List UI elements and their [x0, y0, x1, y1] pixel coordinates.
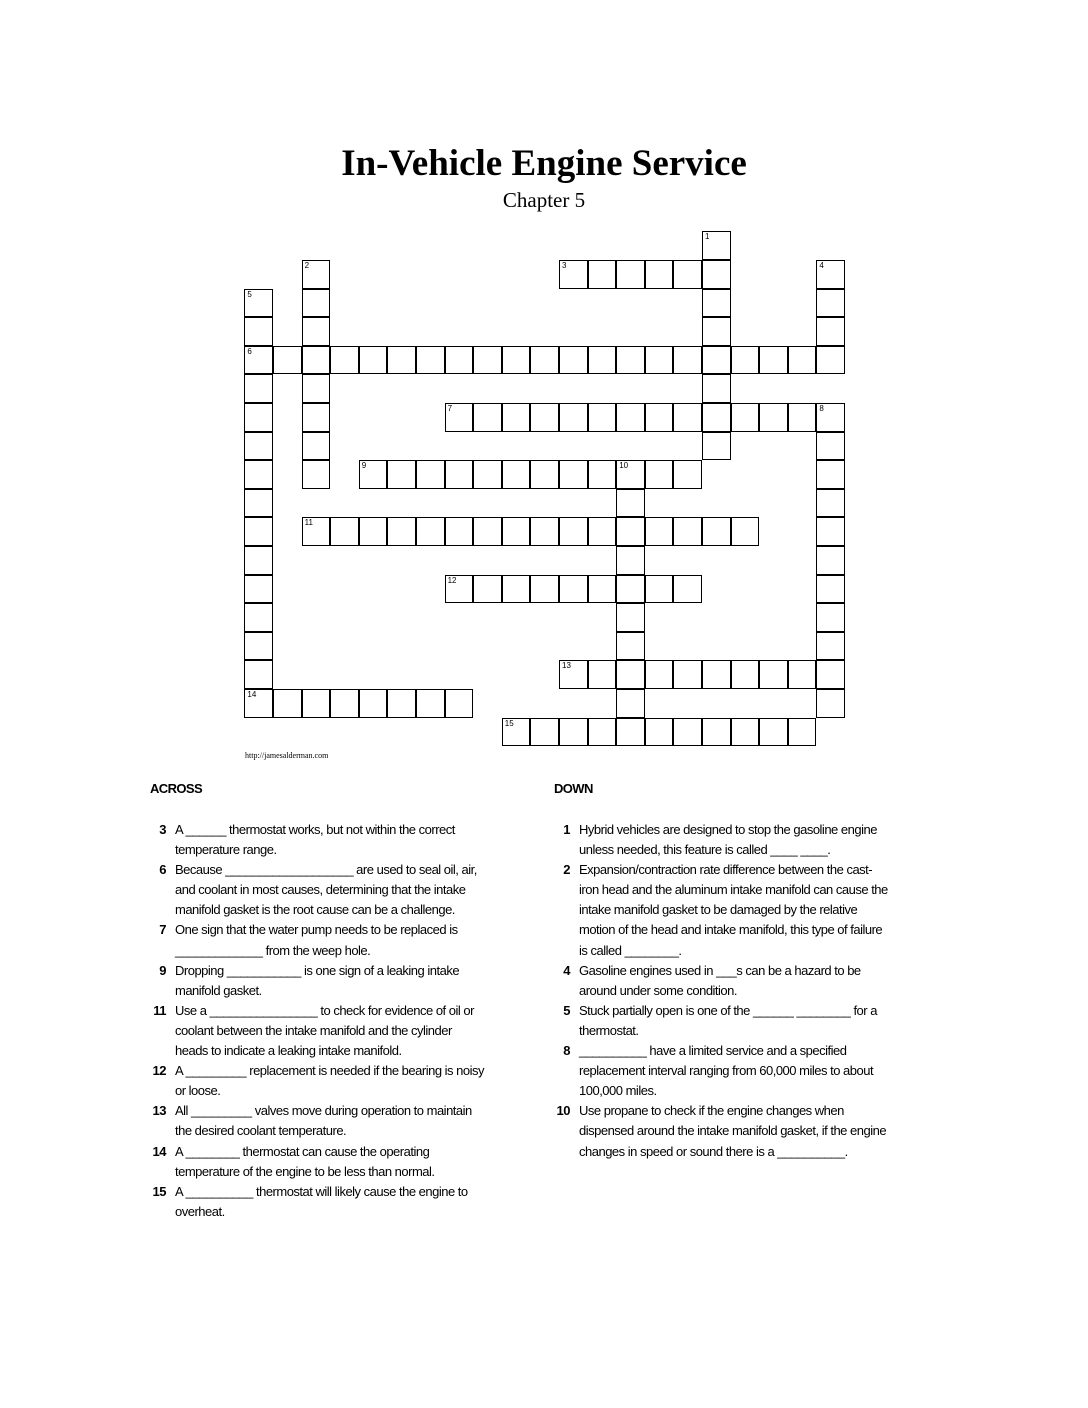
grid-cell[interactable]	[445, 403, 474, 432]
grid-cell[interactable]	[359, 689, 388, 718]
grid-cell[interactable]	[244, 603, 273, 632]
clue-number-label: 7	[159, 922, 166, 938]
grid-cell[interactable]	[330, 517, 359, 546]
down-clue	[546, 961, 891, 1001]
clue-text: A ________ thermostat can cause the operating temperature of the engine to be less than normal.	[175, 1143, 435, 1179]
clue-number: 4	[819, 261, 824, 270]
grid-cell[interactable]	[530, 403, 559, 432]
grid-cell[interactable]	[244, 346, 273, 375]
grid-cell[interactable]	[816, 632, 845, 661]
across-clue	[142, 1061, 487, 1101]
grid-cell[interactable]	[359, 517, 388, 546]
grid-cell[interactable]	[445, 517, 474, 546]
grid-cell[interactable]	[530, 460, 559, 489]
grid-cell[interactable]	[588, 460, 617, 489]
grid-cell[interactable]	[416, 689, 445, 718]
grid-cell[interactable]	[302, 346, 331, 375]
grid-cell[interactable]	[616, 660, 645, 689]
clue-number-label: 5	[563, 1002, 570, 1018]
clue-number: 7	[447, 404, 453, 413]
clue-number: 11	[304, 518, 313, 528]
grid-cell[interactable]	[673, 718, 702, 747]
clue-number-label: 12	[152, 1063, 166, 1079]
grid-cell[interactable]	[702, 517, 731, 546]
grid-cell[interactable]	[788, 403, 817, 432]
grid-cell[interactable]	[645, 260, 674, 289]
grid-cell[interactable]	[616, 346, 645, 375]
grid-cell[interactable]	[731, 718, 760, 747]
clue-number-label: 4	[563, 962, 570, 978]
grid-cell[interactable]	[816, 346, 845, 375]
across-clue	[142, 1142, 487, 1182]
grid-cell[interactable]	[502, 346, 531, 375]
grid-cell[interactable]	[416, 346, 445, 375]
clue-number: 12	[447, 575, 457, 585]
grid-cell[interactable]	[816, 660, 845, 689]
grid-cell[interactable]	[673, 575, 702, 604]
crossword-grid	[245, 232, 845, 748]
grid-cell[interactable]	[702, 374, 731, 403]
down-clue	[546, 860, 891, 960]
grid-cell[interactable]	[302, 432, 331, 461]
across-clue	[142, 961, 487, 1001]
grid-cell[interactable]	[759, 718, 788, 747]
grid-cell[interactable]	[244, 432, 273, 461]
grid-cell[interactable]	[473, 403, 502, 432]
grid-cell[interactable]	[445, 460, 474, 489]
across-clue	[142, 1182, 487, 1222]
grid-cell[interactable]	[616, 718, 645, 747]
grid-cell[interactable]	[559, 403, 588, 432]
clue-number-label: 2	[563, 862, 570, 878]
grid-cell[interactable]	[473, 460, 502, 489]
grid-cell[interactable]	[244, 374, 273, 403]
grid-cell[interactable]	[673, 346, 702, 375]
down-clue	[546, 1041, 891, 1101]
grid-cell[interactable]	[616, 489, 645, 518]
page-subtitle: Chapter 5	[502, 188, 586, 212]
grid-cell[interactable]	[530, 718, 559, 747]
grid-cell[interactable]	[359, 346, 388, 375]
grid-cell[interactable]	[731, 403, 760, 432]
grid-cell[interactable]	[816, 260, 845, 289]
grid-cell[interactable]	[816, 689, 845, 718]
grid-cell[interactable]	[645, 718, 674, 747]
clue-text: A _________ replacement is needed if the bearing is noisy or loose.	[175, 1063, 485, 1099]
clue-number: 9	[361, 461, 367, 471]
grid-cell[interactable]	[616, 575, 645, 604]
grid-cell[interactable]	[387, 517, 416, 546]
grid-cell[interactable]	[588, 718, 617, 747]
grid-cell[interactable]	[273, 689, 302, 718]
clue-number-label: 11	[153, 1002, 166, 1018]
grid-cell[interactable]	[502, 403, 531, 432]
grid-cell[interactable]	[816, 460, 845, 489]
grid-cell[interactable]	[244, 403, 273, 432]
grid-cell[interactable]	[731, 517, 760, 546]
grid-cell[interactable]	[244, 489, 273, 518]
grid-cell[interactable]	[559, 260, 588, 289]
grid-cell[interactable]	[616, 260, 645, 289]
grid-cell[interactable]	[416, 517, 445, 546]
clue-text: Because ___________________ are used to seal oil, air, and coolant in most causes, determining that the intake manifold gasket is the root cause can be a challenge.	[175, 862, 477, 918]
across-clue	[142, 820, 487, 860]
grid-cell[interactable]	[816, 489, 845, 518]
down-clue	[546, 820, 891, 860]
grid-cell[interactable]	[759, 346, 788, 375]
clue-number: 6	[247, 346, 252, 356]
grid-cell[interactable]	[302, 460, 331, 489]
grid-cell[interactable]	[330, 346, 359, 375]
grid-cell[interactable]	[702, 403, 731, 432]
clue-number: 15	[504, 718, 514, 728]
grid-cell[interactable]	[387, 460, 416, 489]
clue-number-label: 6	[159, 862, 166, 878]
grid-cell[interactable]	[387, 346, 416, 375]
grid-cell[interactable]	[302, 403, 331, 432]
clue-number: 13	[562, 661, 571, 671]
grid-cell[interactable]	[816, 403, 845, 432]
grid-cell[interactable]	[816, 546, 845, 575]
clue-number-label: 8	[563, 1043, 570, 1059]
grid-cell[interactable]	[645, 517, 674, 546]
grid-cell[interactable]	[244, 460, 273, 489]
clue-text: Dropping ___________ is one sign of a leaking intake manifold gasket.	[175, 962, 460, 998]
clue-number-label: 1	[563, 822, 570, 837]
grid-cell[interactable]	[445, 575, 474, 604]
grid-cell[interactable]	[273, 346, 302, 375]
across-clue	[142, 1101, 487, 1141]
grid-cell[interactable]	[244, 689, 273, 718]
grid-cell[interactable]	[530, 517, 559, 546]
grid-cell[interactable]	[416, 460, 445, 489]
grid-cell[interactable]	[588, 517, 617, 546]
grid-cell[interactable]	[445, 689, 474, 718]
clue-text: All _________ valves move during operation to maintain the desired coolant temperature.	[175, 1103, 472, 1139]
grid-cell[interactable]	[731, 346, 760, 375]
grid-cell[interactable]	[588, 346, 617, 375]
page-title: In-Vehicle Engine Service	[341, 143, 747, 184]
clue-number: 1	[705, 232, 710, 242]
grid-cell[interactable]	[816, 289, 845, 318]
grid-cell[interactable]	[702, 231, 731, 260]
clue-text: Use a ________________ to check for evidence of oil or coolant between the intake manifold and the cylinder heads to indicate a leaking intake manifold.	[175, 1002, 474, 1059]
grid-cell[interactable]	[530, 575, 559, 604]
down-clue-list	[546, 820, 891, 1162]
grid-cell[interactable]	[702, 289, 731, 318]
grid-cell[interactable]	[673, 403, 702, 432]
clue-text: __________ have a limited service and a specified replacement interval ranging from 60,000 miles to about 100,000 miles.	[579, 1043, 874, 1099]
grid-cell[interactable]	[559, 460, 588, 489]
grid-cell[interactable]	[588, 403, 617, 432]
grid-cell[interactable]	[330, 689, 359, 718]
grid-cell[interactable]	[702, 432, 731, 461]
grid-cell[interactable]	[387, 689, 416, 718]
grid-cell[interactable]	[473, 517, 502, 546]
source-url: http://jamesalderman.com	[245, 751, 329, 760]
clue-number-label: 9	[159, 962, 166, 978]
across-clue-list	[142, 820, 487, 1222]
clue-text: Stuck partially open is one of the ______ ________ for a thermostat.	[579, 1002, 877, 1038]
grid-cell[interactable]	[616, 546, 645, 575]
grid-cell[interactable]	[788, 660, 817, 689]
grid-cell[interactable]	[645, 660, 674, 689]
across-heading: ACROSS	[150, 781, 203, 796]
grid-cell[interactable]	[530, 346, 559, 375]
grid-cell[interactable]	[816, 317, 845, 346]
clue-number-label: 14	[152, 1143, 166, 1159]
clue-number: 14	[247, 690, 257, 699]
grid-cell[interactable]	[244, 660, 273, 689]
clue-number-label: 15	[152, 1183, 166, 1199]
grid-cell[interactable]	[616, 460, 645, 489]
grid-cell[interactable]	[759, 660, 788, 689]
grid-cell[interactable]	[616, 632, 645, 661]
grid-cell[interactable]	[616, 403, 645, 432]
grid-cell[interactable]	[502, 718, 531, 747]
grid-cell[interactable]	[302, 517, 331, 546]
grid-cell[interactable]	[702, 317, 731, 346]
down-clue	[546, 1001, 891, 1041]
down-heading: DOWN	[554, 781, 593, 796]
clue-text: Expansion/contraction rate difference between the cast-iron head and the aluminum intake manifold can cause the intake manifold gasket to be damaged by the relative motion of the head and intake manifold, this type of failure is called ________.	[579, 862, 888, 958]
grid-cell[interactable]	[759, 403, 788, 432]
grid-cell[interactable]	[302, 689, 331, 718]
clue-number: 10	[619, 461, 629, 471]
grid-cell[interactable]	[244, 317, 273, 346]
grid-cell[interactable]	[559, 517, 588, 546]
grid-cell[interactable]	[302, 260, 331, 289]
grid-cell[interactable]	[731, 660, 760, 689]
across-clue	[142, 860, 487, 920]
grid-cell[interactable]	[445, 346, 474, 375]
grid-cell[interactable]	[673, 260, 702, 289]
grid-cell[interactable]	[616, 517, 645, 546]
grid-cell[interactable]	[616, 689, 645, 718]
grid-cell[interactable]	[816, 603, 845, 632]
grid-cell[interactable]	[673, 660, 702, 689]
grid-cell[interactable]	[645, 403, 674, 432]
grid-cell[interactable]	[302, 374, 331, 403]
grid-cell[interactable]	[244, 546, 273, 575]
grid-cell[interactable]	[645, 575, 674, 604]
grid-cell[interactable]	[816, 575, 845, 604]
grid-cell[interactable]	[673, 517, 702, 546]
grid-cell[interactable]	[788, 346, 817, 375]
grid-cell[interactable]	[559, 718, 588, 747]
grid-cell[interactable]	[588, 660, 617, 689]
clue-text: Use propane to check if the engine changes when dispensed around the intake manifold gasket, if the engine changes in speed or sound there is a __________.	[579, 1103, 887, 1159]
grid-cell[interactable]	[673, 460, 702, 489]
grid-cell[interactable]	[244, 575, 273, 604]
grid-cell[interactable]	[645, 346, 674, 375]
grid-cell[interactable]	[502, 460, 531, 489]
clue-number: 5	[247, 289, 252, 299]
down-clue	[546, 1101, 891, 1161]
grid-cell[interactable]	[244, 517, 273, 546]
across-clue	[142, 1001, 487, 1061]
clue-number: 2	[304, 261, 310, 270]
grid-cell[interactable]	[702, 260, 731, 289]
grid-cell[interactable]	[702, 718, 731, 747]
clue-number-label: 3	[159, 822, 166, 837]
grid-cell[interactable]	[473, 346, 502, 375]
grid-cell[interactable]	[502, 575, 531, 604]
grid-cell[interactable]	[645, 460, 674, 489]
grid-cell[interactable]	[559, 346, 588, 375]
grid-cell[interactable]	[244, 632, 273, 661]
grid-cell[interactable]	[788, 718, 817, 747]
grid-cell[interactable]	[502, 517, 531, 546]
grid-cell[interactable]	[473, 575, 502, 604]
grid-cell[interactable]	[702, 660, 731, 689]
clue-number-label: 10	[556, 1103, 570, 1119]
grid-cell[interactable]	[616, 603, 645, 632]
clue-number: 8	[819, 404, 824, 413]
clue-text: One sign that the water pump needs to be replaced is _____________ from the weep hole.	[175, 922, 458, 958]
grid-cell[interactable]	[588, 575, 617, 604]
grid-cell[interactable]	[302, 289, 331, 318]
clue-number-label: 13	[152, 1103, 166, 1119]
grid-cell[interactable]	[302, 317, 331, 346]
clue-text: Hybrid vehicles are designed to stop the gasoline engine unless needed, this feature is called ____ ____.	[579, 822, 877, 858]
clue-number: 3	[562, 261, 567, 270]
grid-cell[interactable]	[816, 517, 845, 546]
grid-cell[interactable]	[588, 260, 617, 289]
grid-cell[interactable]	[816, 432, 845, 461]
clue-text: A ______ thermostat works, but not within the correct temperature range.	[175, 822, 455, 858]
clue-text: A __________ thermostat will likely cause the engine to overheat.	[175, 1183, 468, 1219]
grid-cell[interactable]	[559, 575, 588, 604]
grid-cell[interactable]	[359, 460, 388, 489]
grid-cell[interactable]	[702, 346, 731, 375]
grid-cell[interactable]	[559, 660, 588, 689]
clue-text: Gasoline engines used in ___s can be a hazard to be around under some condition.	[579, 962, 861, 998]
across-clue	[142, 920, 487, 960]
grid-cell[interactable]	[244, 289, 273, 318]
